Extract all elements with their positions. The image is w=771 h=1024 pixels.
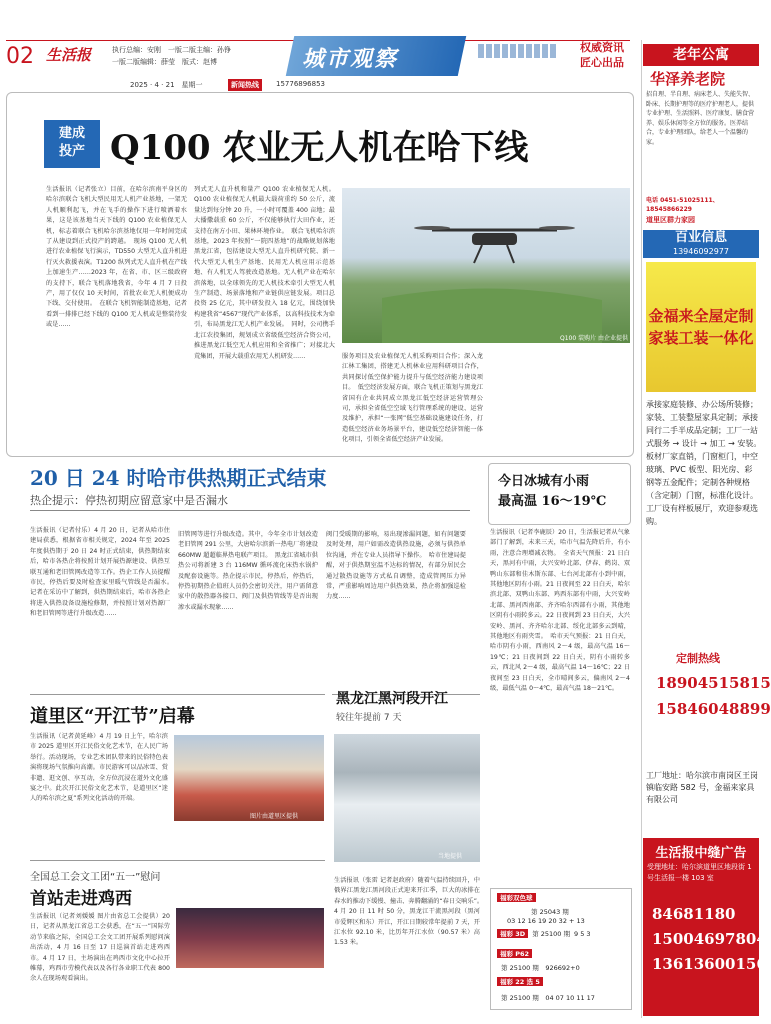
daoli-body: 生活报讯（记者黄延峰）4 月 19 日上午，哈尔滨市 2025 道里区开江民俗文化艺术节，在人民广场举行。活动现场，专业艺术团队带来的民俗特色表演将现场气氛推向高潮。市民游客可以品冰雪、赏非遗、逛文创、享互动，全方位沉浸在道外文化盛宴之中。此次开江民俗文化艺术节，是道里区“迷人的哈尔滨之夏”系列文化活动的开端。	[30, 733, 168, 803]
slogan-1: 权威资讯	[580, 41, 624, 54]
3d-label: 福彩 3D	[497, 929, 528, 938]
lead-tag-line-2: 投产	[58, 144, 85, 159]
section-title: 城市观察	[302, 46, 399, 72]
union-headline: 首站走进鸡西	[30, 889, 132, 909]
heating-rule	[30, 510, 470, 511]
ad1-body: 招自理、半自理、病床老人、失能失智、卧床、长期护理等的医疗护理老人，提供专业护理、生活照料、医疗康复、膳食营养、娱乐休闲等全方位的服务。医养结合，专业护理团队，给老人一个温馨的家。	[646, 91, 755, 146]
header-decoration	[478, 44, 558, 58]
twocolor-issue: 第 25043 期	[531, 908, 569, 916]
paper-name: 生活报	[46, 46, 92, 64]
ad2-header	[643, 230, 759, 258]
p62-label: 福彩 P62	[497, 949, 532, 958]
heating-headline: 20 日 24 时哈市供热期正式结束	[30, 466, 327, 490]
ad2-body: 承接家庭装修、办公场所装修；家装、工装整屋家具定制；承接同行二手半成品定制；工厂一站式服务 → 设计 → 加工 → 安装。 板材厂家直销，门窗柜门，中空玻璃、PVC 板型、阳光房、彩钢等五金配件；定制各种规格（含定制）门窗，标准化设计。工厂设有样板展厅，欢迎参观选购。	[646, 400, 766, 526]
22x5-numbers: 04 07 10 11 17	[545, 994, 595, 1002]
daoli-photo-caption: 图片由道里区提供	[250, 813, 299, 820]
ad2-phone-2: 15846048899	[656, 700, 771, 718]
p62-issue: 第 25100 期	[501, 964, 539, 972]
p62-line	[501, 963, 580, 972]
drone-photo-caption: Q100 装购片 由企业提供	[560, 335, 628, 342]
22x5-issue: 第 25100 期	[501, 994, 539, 1002]
heating-column-1: 生活报讯（记者付乐）4 月 20 日，记者从哈市住建局获悉，根据省市相关规定，2024 年至 2025 年度供热期于 20 日 24 时正式结束，供热期结束后，哈市各热企将按照计划开展热源建设、供热互联互通和老旧管网改造等工作。热企工作人员提醒市民，停热后要及时检查家里暖气管线是否漏水。 记者在采访中了解到，供热期结束后，哈市各热企将进入供热设备设施检修期，并按照计划对热源厂和老旧管网等进行升级改造……	[30, 527, 177, 618]
3d-issue: 第 25100 期	[532, 930, 570, 938]
ad2-hotline-label: 定制热线	[676, 652, 720, 665]
lottery-p62	[497, 949, 532, 958]
union-rule	[30, 860, 325, 861]
ad3-title: 生活报中缝广告	[655, 846, 747, 861]
ad3-phone-3: 13613600156	[652, 955, 767, 973]
ad1-phone: 电话 0451-51025111、18545866229	[646, 197, 719, 213]
weather-title-1: 今日冰城有小雨	[498, 474, 590, 489]
ad1-title: 老年公寓	[643, 44, 759, 66]
lead-headline: Q100 农业无人机在哈下线	[110, 128, 529, 168]
daoli-photo	[174, 735, 324, 821]
hotline-number: 15776896853	[276, 80, 325, 88]
22x5-label: 福彩 22 选 5	[497, 977, 543, 986]
ad2-title: 百业信息	[674, 230, 727, 245]
lottery-3d	[497, 929, 591, 938]
lead-column-4	[489, 352, 630, 442]
river-subtitle: 较往年提前 7 天	[336, 713, 402, 723]
weather-body: 生活报讯（记者李鹿辰）20 日，生活报记者从气象部门了解到，未来三天，哈市气温先降后升，有小雨，注意合理增减衣物。 全省天气预报：21 日白天，黑河有中雨，大兴安岭北部、伊春、鹤岗、双鸭山东部和佳木斯东部、七台河北部有小到中雨，其他地区阴有小雨。21 日夜间至 22 日白天，哈尔滨北部、双鸭山东部、鸡西东部有中雨，大兴安岭北部、黑河西南部、齐齐哈尔西部有小雨，其他地区阴有小雨转多云。22 日夜间到 23 日白天，大兴安岭、黑河、齐齐哈尔北部、绥化北部多云到晴，其他地区有雨夹雪。 哈市天气预报：21 日白天，哈市阴有小雨，西南风 2～4 级，最高气温 16～19℃；21 日夜间到 22 日白天，阴有小雨转多云，西北风 2～4 级，最高气温 14～16℃；22 日夜间至 23 日白天，全市晴间多云，偏南风 2～4 级，最低气温 0～4℃，最高气温 18～21℃。	[490, 529, 630, 693]
ad2-phone-1: 18904515815	[656, 674, 771, 692]
editor-line-2: 一版二版编辑：薛莹 版式：赵博	[112, 58, 217, 66]
lead-column-3: 服务项目及农业植保无人机采购项目合作；深入龙江林工集团，搭建无人机林业应用科研项目合作，共同探讨低空保护能力提升与低空经济能力建设项目。 低空经济发展方面，联合飞机正策划与黑龙江省国有企业共同成立黑龙江低空经济运营管理公司，承担全省低空空域飞行管理系统的建设、运营及维护，承担“一张网”低空基础设施建设任务，打造低空经济业务场景平台，建设低空经济智能一体化项目，引领全省低空经济产业发展。	[342, 353, 483, 444]
heating-subtitle: 热企提示：停热初期应留意家中是否漏水	[30, 494, 228, 507]
ad2-phone: 13946092977	[673, 247, 729, 256]
river-body: 生活报讯（张雷 记者赵政府）随着气温持续回升，中俄界江黑龙江黑河段正式迎来开江季，巨大的冰排在春水的推动下缓慢、撞击、奔腾翻涌的“春日交响乐”。 4 月 20 日 11 时 50 分，黑龙江干流黑河段（黑河市爱辉区和东）开江，开江日期较常年提前 7 天，开江水位 92.10 米，比历年开江水位（90.57 米）高 1.53 米。	[334, 877, 487, 947]
river-headline: 黑龙江黑河段开江	[336, 691, 448, 707]
daoli-rule	[30, 694, 325, 695]
river-photo	[334, 734, 480, 862]
3d-numbers: 9 5 3	[574, 929, 591, 938]
weather-title-2: 最高温 16～19℃	[498, 494, 607, 509]
union-kicker: 全国总工会文工团“五一”慰问	[30, 872, 161, 883]
ad3-phone-2: 15004697804	[652, 930, 767, 948]
page-number: 02	[6, 44, 34, 69]
twocolor-label: 福彩双色球	[497, 893, 536, 902]
lottery-twocolor	[497, 893, 536, 902]
lottery-box	[490, 888, 632, 1010]
lottery-22x5	[497, 977, 543, 986]
slogan-2: 匠心出品	[580, 56, 624, 69]
ad1-address: 道里区群力家园	[646, 216, 695, 224]
ad1-name: 华泽养老院	[650, 70, 726, 88]
daoli-headline: 道里区“开江节”启幕	[30, 706, 195, 727]
lead-tag-line-1: 建成	[58, 126, 85, 141]
lead-column-1: 生活报讯（记者张立）目前，在哈尔滨南平身区的哈尔滨联合飞机大型民用无人机产业基地，一架无人机顺利起飞，并在飞手的操作下进行喷洒着水果，这是该基地当天下线的 Q100 农业植保无人机，标志着联合飞机哈尔滨基地仅用一年时间完成了从建设到正式投产的跨越。 现场 Q100 无人机进行农业植保飞行演示，TD550 大型无人直升机进行灭火救援表演。T1200 纵列式无人直升机在产线上加速生产……2023 年，在省、市、区三级政府的支持下，联合飞机落地我省，今年 4 月 7 日投产，用了仅仅 10 天时间，首批农业无人机便成功下线、交付使用。 在联合飞机智能制造基地，记者看到一排排已经下线的 Q100 无人机或是整装待发或是……	[46, 186, 187, 329]
union-body: 生活报讯（记者刘媛媛 图片由省总工会提供）20 日，记者从黑龙江省总工会获悉，在“五一”国际劳动节来临之际，全国总工会文工团开展系列慰问演出活动，4 月 16 日至 17 日巡演首站走进鸡西市。4 月 17 日，主场演出在鸡西市文化中心拉开帷幕，鸡西市劳模代表以及各行各业职工代表 800 余人在现场观看演出。	[30, 913, 170, 983]
heating-column-3: 阀门受暖期的影响，易出现渗漏问题，如有问题要及时处理，用户如需改造供热设施，必须与供热单位沟通，并在专业人员指导下操作。 哈市住建局提醒，对于供热期室温不达标的情况，有部分居民会通过散热设施等方式私自调整，造成管网压力异常，严重影响周边用户供热效果，热企将加强巡检力度……	[326, 531, 466, 601]
heating-column-2: 旧管网等进行升级改造。其中，今年全市计划改造老旧管网 291 公里，大唐哈尔滨新一热电厂将建设 660MW 超超临界热电联产项目。 黑龙江省城市供热公司将新建 3 台 116MW 循环流化床热水锅炉及配套设施等。热企提示市民，停热后，停热后，停热初期热企值班人员仍会密切关注，用户需留意家中的散热器各接口、阀门及供热管线等是否出现渗水或漏水现象……	[178, 531, 318, 611]
ad3-address: 受理地址：哈尔滨道里区地段街 1 号生活报一楼 103 室	[647, 863, 752, 882]
ad2-banner: 金福来全屋定制 家装工装一体化	[646, 262, 756, 392]
ad3-phone-1: 84681180	[652, 905, 736, 923]
river-photo-caption: 当地提供	[438, 853, 463, 860]
22x5-line	[501, 993, 595, 1002]
drone-illustration	[342, 188, 630, 343]
editor-line-1: 执行总编：安刚 一版二版主编：孙铮	[112, 46, 231, 54]
issue-date: 2025 · 4 · 21 星期一	[130, 81, 203, 89]
union-photo	[176, 908, 324, 968]
twocolor-numbers: 03 12 16 19 20 32 + 13	[507, 917, 585, 925]
lead-tag	[44, 120, 100, 168]
ad2-address: 工厂地址：哈尔滨市南岗区王岗镇临安路 582 号，金福来家具有限公司	[646, 771, 758, 804]
hotline-label: 新闻热线	[228, 79, 262, 91]
lead-column-2: 列式无人直升机和量产 Q100 农业植保无人机。Q100 农业植保无人机最大载荷重约 50 公斤，流量达到每分钟 20 升，一小时可覆盖 400 亩地；最大播撒载重 60 公斤，不仅能够执行大田作业，还支持在南方小田、果林环境作业。 联合飞机哈尔滨基地，2023 年按照“一院四基地”的战略规划落地黑龙江省，包括建设大型无人直升机研究院、新一代大型无人机生产基地、民用无人机应用示范基地、有人机无人驾驶改造基地。无人机产业在哈尔滨落地，以全球领先的无人机技术牵引大型无人机生产制造、场景落地和产业链供应链发展。项目总投资 25 亿元，其中研发投入 18 亿元，围绕加快构建我省“4567”现代产业体系，以高科技技术为牵引，布局黑龙江无人机产业发展。 同时，公司携手北江农投集团，规划成立省级低空经济合资公司，推进黑龙江低空无人机应用和全省推广；对接北大荒集团，开展大载重农用无人机研发……	[194, 186, 335, 360]
p62-numbers: 926692+0	[545, 964, 580, 972]
drone-photo	[342, 188, 630, 343]
